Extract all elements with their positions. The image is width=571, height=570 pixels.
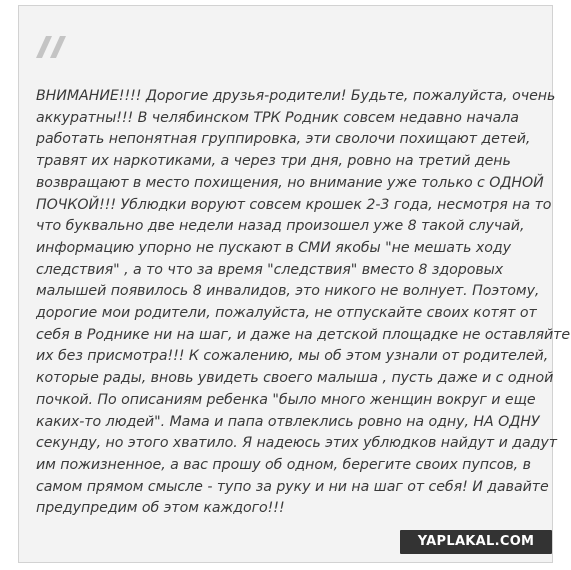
quote-line: почкой. По описаниям ребенка "было много женщин вокруг и еще (36, 391, 536, 408)
quote-line: которые рады, вновь увидеть своего малыша , пусть даже и с одной (36, 370, 554, 387)
quote-line: малышей появилось 8 инвалидов, это никого не волнует. Поэтому, (36, 283, 540, 300)
quote-text (36, 86, 571, 520)
quote-line: себя в Роднике ни на шаг, и даже на детской площадке не оставляйте (36, 326, 571, 343)
quote-line: предупредим об этом каждого!!! (36, 500, 285, 517)
quote-line: ВНИМАНИЕ!!!! Дорогие друзья-родители! Будьте, пожалуйста, очень (36, 88, 556, 104)
quote-line: что буквально две недели назад произошел уже 8 такой случай, (36, 218, 525, 235)
quote-block (18, 5, 571, 563)
quote-line: самом прямом смысле - тупо за руку и ни на шаг от себя! И давайте (36, 478, 549, 495)
quote-line: каких-то людей". Мама и папа отвлеклись ровно на одну, НА ОДНУ (36, 413, 540, 430)
quote-line: травят их наркотиками, а через три дня, ровно на третий день (36, 153, 511, 170)
quote-line: секунду, но этого хватило. Я надеюсь этих ублюдков найдут и дадут (36, 435, 557, 452)
quote-line: их без присмотра!!! К сожалению, мы об этом узнали от родителей, (36, 348, 549, 365)
site-watermark: YAPLAKAL.COM (400, 530, 552, 554)
quote-line: информацию упорно не пускают в СМИ якобы "не мешать ходу (36, 239, 511, 256)
quote-line: работать непонятная группировка, эти сволочи похищают детей, (36, 131, 531, 148)
quote-line: ПОЧКОЙ!!! Ублюдки воруют совсем крошек 2-3 года, несмотря на то (36, 196, 552, 213)
quote-line: возвращают в место похищения, но внимание уже только с ОДНОЙ (36, 174, 544, 191)
quote-line: им пожизненное, а вас прошу об одном, берегите своих пупсов, в (36, 456, 531, 473)
quote-line: следствия" , а то что за время "следствия" вместо 8 здоровых (36, 261, 504, 278)
quote-line: аккуратны!!! В челябинском ТРК Родник совсем недавно начала (36, 109, 519, 126)
quote-line: дорогие мои родители, пожалуйста, не отпускайте своих котят от (36, 305, 537, 322)
quote-slashes-icon (36, 36, 72, 58)
